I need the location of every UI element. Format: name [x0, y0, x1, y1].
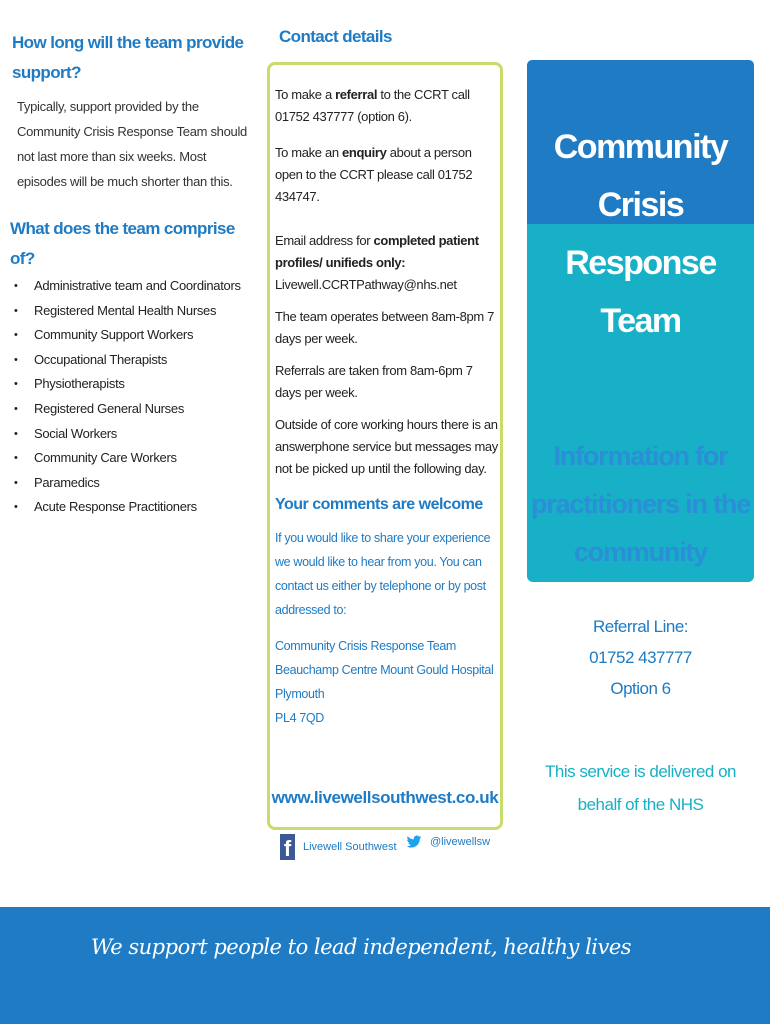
contact-title: Contact details [279, 27, 392, 46]
comments-heading: Your comments are welcome [275, 496, 483, 513]
email-link[interactable]: Livewell.CCRTPathway@nhs.net [275, 277, 457, 292]
contact-details [275, 84, 500, 730]
list-item: • Registered Mental Health Nurses [32, 299, 252, 324]
facebook-icon: f [280, 834, 295, 860]
nhs-statement: This service is delivered on behalf of the NHS [544, 762, 737, 814]
referral-text: To make a referral to the CCRT call 01752 437777 (option 6). [275, 87, 470, 124]
support-text: Typically, support provided by the Community Crisis Response Team should not last more than six weeks. Most episodes will be much shorter than this. [17, 99, 247, 189]
list-item: • Social Workers [32, 422, 252, 447]
support-heading: How long will the team provide support? [12, 33, 244, 82]
referral-line: Referral Line: 01752 437777 Option 6 [589, 617, 692, 698]
list-item: • Paramedics [32, 471, 252, 496]
out-of-hours-text: Outside of core working hours there is an answerphone service but messages may not be picked up until the following day. [275, 417, 498, 476]
enquiry-text: To make an enquiry about a person open to the CCRT please call 01752 434747. [275, 145, 473, 204]
website-link[interactable]: www.livewellsouthwest.co.uk [271, 788, 499, 807]
footer-band [0, 907, 770, 1024]
twitter-label: @livewellsw [430, 836, 491, 848]
left-panel [12, 28, 252, 520]
list-item: • Community Support Workers [32, 323, 252, 348]
email-text: Email address for completed patient profiles/ unifieds only: Livewell.CCRTPathway@nhs.net [275, 233, 479, 292]
twitter-link[interactable] [406, 834, 490, 850]
twitter-icon [406, 834, 422, 850]
list-item: • Physiotherapists [32, 372, 252, 397]
facebook-link[interactable] [280, 834, 397, 860]
list-item: • Registered General Nurses [32, 397, 252, 422]
list-item: • Administrative team and Coordinators [32, 274, 252, 299]
comments-text: If you would like to share your experience we would like to hear from you. You can contact us either by telephone or by post addressed to: [275, 531, 491, 617]
cover-title: Community Crisis Response Team [553, 128, 728, 340]
comprise-heading: What does the team comprise of? [10, 219, 235, 268]
postal-address: Community Crisis Response Team Beauchamp Centre Mount Gould Hospital Plymouth PL4 7QD [275, 639, 494, 725]
team-members-list [12, 274, 252, 520]
list-item: • Acute Response Practitioners [32, 495, 252, 520]
footer-tagline: We support people to lead independent, healthy lives [90, 935, 632, 959]
list-item: • Occupational Therapists [32, 348, 252, 373]
list-item: • Community Care Workers [32, 446, 252, 471]
facebook-label: Livewell Southwest [303, 841, 397, 853]
referral-hours-text: Referrals are taken from 8am-6pm 7 days per week. [275, 363, 473, 400]
cover-subtitle: Information for practitioners in the community [530, 441, 751, 567]
hours-text: The team operates between 8am-8pm 7 days per week. [275, 309, 494, 346]
